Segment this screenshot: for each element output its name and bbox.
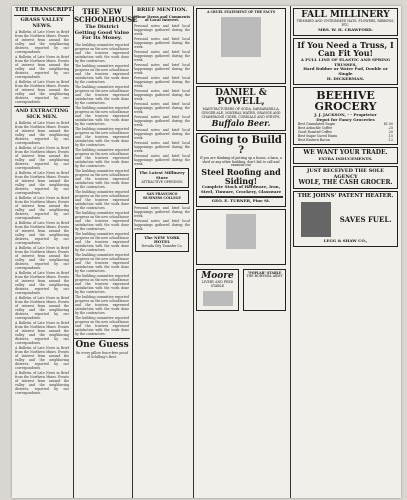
article-text: A Bulletin of Late News in Brief from the Northern Mines. Events of interest from around the valley and the neighboring districts, reported by our correspondents. [15, 146, 69, 170]
item-price: $1.00 [383, 122, 393, 127]
ad-new-york-hotel [135, 233, 189, 252]
ad-saves-fuel: SAVES FUEL. [339, 214, 392, 224]
article-text: Personal notes and brief local happenings gathered during the week. [134, 115, 190, 128]
ad-moore-title: Moore [201, 270, 234, 281]
article-text: Personal notes and brief local happenings gathered during the week. [134, 218, 190, 231]
ad-beehive-grocery [293, 87, 398, 146]
article-text: The building committee reported progress on the new schoolhouse and the trustees expressed satisfaction with the work done by the contractors. [75, 231, 129, 252]
column-4 [193, 6, 288, 498]
ad-we-want-trade [293, 147, 398, 164]
ad-crawford: MRS. W. H. CRAWFORD. [318, 27, 373, 33]
article-text: The building committee reported progress on the new schoolhouse and the trustees expressed satisfaction with the work done by the contractors. [75, 63, 129, 84]
price-list [296, 122, 395, 142]
stove-illustration [301, 202, 331, 237]
article-text: Personal notes and brief local happenings gathered during the week. [134, 50, 190, 63]
item-name: Best Granulated Sugar [298, 122, 336, 127]
ad-truss-title: If You Need a Truss, I Can Fit You! [297, 39, 394, 59]
ad-cruel-statement [196, 8, 286, 84]
column-5 [290, 6, 400, 498]
article-text: A Bulletin of Late News in Brief from the Northern Mines. Events of interest from around the valley and the neighboring districts, reported by our correspondents. [15, 221, 69, 245]
ad-build-title: Going to Build ? [200, 134, 282, 157]
bottom-ads [194, 267, 288, 313]
newspaper-page [12, 6, 401, 498]
article-text: Personal notes and brief local happenings gathered during the week. [134, 89, 190, 102]
article-text: A Bulletin of Late News in Brief from the Northern Mines. Events of interest from around the valley and the neighboring districts, reported by our correspondents. [15, 30, 69, 54]
ad-hardware-list: Complete Stock of Hardware, Iron, Steel, Tinware, Crockery, Glassware [200, 184, 282, 194]
ad-college-title: SAN FRANCISCO BUSINESS COLLEGE [143, 191, 181, 200]
headline-brief-mention: BRIEF MENTION. [136, 7, 188, 13]
article-text: The building committee reported progress on the new schoolhouse and the trustees expressed satisfaction with the work done by the contractors. [75, 147, 129, 168]
article-text: Personal notes and brief local happenings gathered during the week. [134, 128, 190, 141]
article-text: Personal notes and brief local happenings gathered during the week. [134, 37, 190, 50]
price-row [296, 138, 395, 142]
article-text: The building committee reported progress on the new schoolhouse and the trustees expressed satisfaction with the work done by the contractors. [75, 189, 129, 210]
item-name: Best Arbuckle Coffee [298, 126, 333, 131]
article-text: A Bulletin of Late News in Brief from the Northern Mines. Events of interest from around the valley and the neighboring districts, reported by our correspondents. [15, 346, 69, 370]
ad-hotel-title: The NEW YORK HOTEL [144, 234, 180, 245]
article-text: Personal notes and brief local happenings gathered during the week. [134, 24, 190, 37]
headline-grass-valley: GRASS VALLEY NEWS. [20, 17, 64, 29]
ad-fall-millinery [293, 8, 398, 36]
divider [74, 338, 130, 339]
ad-sole-agency [293, 166, 398, 189]
ad-one-guess-text: Be every pillow fence-free proof of Schilling's Best. [76, 351, 128, 360]
ad-poplar-title: "POPLAR" STABLE [247, 270, 282, 275]
ad-image-block [196, 209, 286, 265]
article-text: A Bulletin of Late News in Brief from the Northern Mines. Events of interest from around the valley and the neighboring districts, reported by our correspondents. [15, 55, 69, 79]
ad-heater-title: THE JOHNS' PATENT HEATER. [297, 193, 394, 200]
item-name: Best Sugar Cured Hams [298, 134, 338, 139]
ad-beehive-prop: J. J. JACKSON, - - Proprietor [314, 111, 377, 117]
ad-daniel-sub: MANUFACTURERS OF SODA, SARSAPARILLA, GINGER ALE, MINERAL WATER, ORANGE AND CHAMPAGNE CIDER, CORDIALS AND SYRUPS. [201, 106, 281, 119]
ad-going-to-build [196, 133, 286, 207]
ad-moore-stable [196, 269, 239, 311]
article-text: The building committee reported progress on the new schoolhouse and the trustees expressed satisfaction with the work done by the contractors. [75, 168, 129, 189]
item-name: Good Roasted Coffee [298, 130, 332, 135]
ad-buffalo-beer: Buffalo Beer. [211, 118, 271, 129]
ad-truss-sub2: Hard Rubber or Water Pad, Double or Single [303, 66, 388, 77]
article-text: Personal notes and brief local happenings gathered during the week. [134, 205, 190, 218]
ad-illustration [226, 214, 256, 249]
article-text: The building committee reported progress on the new schoolhouse and the trustees expressed satisfaction with the work done by the contractors. [75, 105, 129, 126]
article-text: A Bulletin of Late News in Brief from the Northern Mines. Events of interest from around the valley and the neighboring districts, reported by our correspondents. [15, 246, 69, 270]
article-text: The building committee reported progress on the new schoolhouse and the trustees expressed satisfaction with the work done by the contractors. [75, 42, 129, 63]
ad-trade-title: WE WANT YOUR TRADE. [303, 149, 388, 157]
masthead: THE TRANSCRIPT. [14, 6, 70, 16]
headline-extracting: AND EXTRACTING SICK MEN. [15, 108, 69, 120]
headline-schoolhouse: THE NEW SCHOOLHOUSE [74, 7, 138, 24]
item-price: .25 [387, 126, 393, 131]
item-name: Best Eastern Bacon [298, 138, 330, 143]
horse-illustration [203, 291, 233, 306]
ad-wolf-footer: WOLF, THE CASH GROCER. [298, 178, 393, 186]
ad-beehive-title: BEEHIVE GROCERY [314, 88, 377, 114]
ad-millinery-store [135, 168, 189, 187]
ad-cruel-title: A CRUEL STATEMENT OF THE FACTS [206, 10, 276, 14]
article-text: A Bulletin of Late News in Brief from the Northern Mines. Events of interest from around the valley and the neighboring districts, reported by our correspondents. [15, 271, 69, 295]
item-price: .12 [387, 138, 393, 143]
ad-poplar-stable [243, 269, 286, 311]
article-text: Personal notes and brief local happenings gathered during the week. [134, 154, 190, 167]
column-3 [132, 6, 191, 498]
ad-truss-sub: A FULL LINE OF ELASTIC AND SPRING TRUSSES, [300, 56, 391, 67]
article-text: The building committee reported progress on the new schoolhouse and the trustees expressed satisfaction with the work done by the contractors. [75, 210, 129, 231]
article-text: A Bulletin of Late News in Brief from the Northern Mines. Events of interest from around the valley and the neighboring districts, reported by our correspondents. [15, 80, 69, 104]
article-text: A Bulletin of Late News in Brief from the Northern Mines. Events of interest from around the valley and the neighboring districts, reported by our correspondents. [15, 121, 69, 145]
ad-turner-footer: GEO. E. TURNER, Pine St. [211, 197, 271, 203]
ad-beehive-depot: Depot for Fancy Groceries [316, 116, 375, 122]
article-text: A Bulletin of Late News in Brief from the Northern Mines. Events of interest from around the valley and the neighboring districts, reported by our correspondents. [15, 196, 69, 220]
article-text: The building committee reported progress on the new schoolhouse and the trustees expressed satisfaction with the work done by the contractors. [75, 84, 129, 105]
ad-one-guess-title: One Guess [75, 339, 129, 350]
ad-millinery-sub: TRIMMED AND UNTRIMMED HATS, FLOWERS, RIBBONS, ETC. [296, 19, 395, 28]
article-text: The building committee reported progress on the new schoolhouse and the trustees expressed satisfaction with the work done by the contractors. [75, 252, 129, 273]
article-text: A Bulletin of Late News in Brief from the Northern Mines. Events of interest from around the valley and the neighboring districts, reported by our correspondents. [15, 321, 69, 345]
ad-poplar-sub: THE BOHEMIA ARMY [246, 274, 283, 279]
subheadline-schoolhouse: The District Getting Good Value For Its Money. [74, 24, 130, 42]
article-text: A Bulletin of Late News in Brief from the Northern Mines. Events of interest from around the valley and the neighboring districts, reported by our correspondents. [15, 371, 69, 395]
ad-moore-sub: LIVERY AND FEED STABLE [201, 279, 234, 288]
ad-legg-shaw: LEGG & SHAW CO., [323, 238, 368, 244]
heater-row [296, 200, 395, 239]
article-text: A Bulletin of Late News in Brief from the Northern Mines. Events of interest from around the valley and the neighboring districts, reported by our correspondents. [15, 296, 69, 320]
ad-trade-sub: EXTRA INDUCEMENTS. [318, 155, 373, 161]
ad-millinery-title: FALL MILLINERY [301, 10, 390, 20]
article-text: The building committee reported progress on the new schoolhouse and the trustees expressed satisfaction with the work done by the contractors. [75, 273, 129, 294]
article-text: Personal notes and brief local happenings gathered during the week. [134, 102, 190, 115]
ad-daniel-title: DANIEL & POWELL, [215, 88, 267, 108]
article-text: The building committee reported progress on the new schoolhouse and the trustees expressed satisfaction with the work done by the contractors. [75, 294, 129, 315]
cartoon-illustration [221, 17, 261, 57]
subheadline-brief: Minor Items and Comments of Local Interest. [133, 14, 191, 23]
ad-steel-roofing: Steel Roofing and Siding! [201, 167, 281, 186]
ad-dickerman: H. DICKERMAN. [326, 75, 365, 81]
ad-daniel-powell [196, 86, 286, 131]
ad-millinery-title: The Latest Millinery Store [139, 170, 185, 181]
article-text: The building committee reported progress on the new schoolhouse and the trustees expressed satisfaction with the work done by the contractors. [75, 126, 129, 147]
article-text: Personal notes and brief local happenings gathered during the week. [134, 63, 190, 76]
ad-transfer-sub: Nevada City Transfer Co. [141, 244, 183, 249]
item-price: .20 [387, 130, 393, 135]
article-text: The building committee reported progress on the new schoolhouse and the trustees expressed satisfaction with the work done by the contractors. [75, 315, 129, 336]
article-text: Personal notes and brief local happenings gathered during the week. [134, 76, 190, 89]
ad-business-college [135, 190, 189, 204]
ad-build-text: If you are thinking of putting up a house, a barn, a shed or any other building, don't fail to call and examine our [200, 155, 282, 168]
column-2 [73, 6, 138, 498]
ad-johns-heater [293, 191, 398, 247]
ad-millinery-sub: ATTRACTIVE OPENINGS [141, 180, 183, 184]
item-price: .15 [387, 134, 393, 139]
article-text: Personal notes and brief local happenings gathered during the week. [134, 141, 190, 154]
article-text: A Bulletin of Late News in Brief from the Northern Mines. Events of interest from around the valley and the neighboring districts, reported by our correspondents. [15, 171, 69, 195]
column-1 [14, 6, 74, 498]
ad-truss [293, 38, 398, 85]
divider [14, 106, 70, 107]
ad-agency-title: JUST RECEIVED THE SOLE AGENCY [307, 168, 384, 180]
